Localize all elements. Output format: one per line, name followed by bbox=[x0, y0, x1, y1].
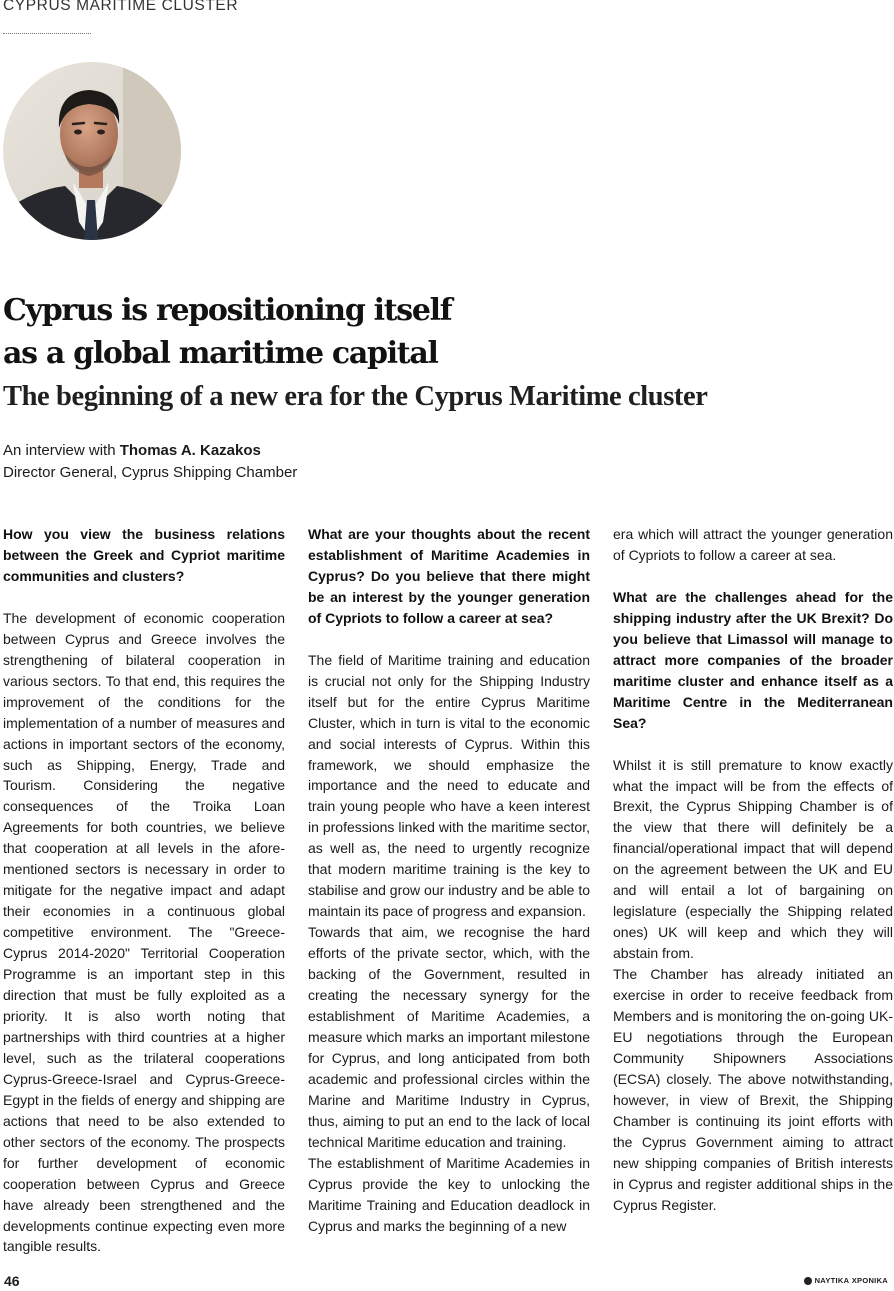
section-label: CYPRUS MARITIME CLUSTER bbox=[3, 0, 239, 14]
answer-2-paragraph-1: The field of Maritime training and education is crucial not only for the Shipping Industry itself but for the entire Cyprus Maritime Cluster, which in turn is vital to the economic and social interests of Cyprus. Within this framework, we should emphasize the importance and the need to educate and train young people who have a keen interest in professions linked with the maritime sector, as well as, the need to urgently recognize that modern maritime training is the key to stabilise and grow our industry and be able to maintain its pace of progress and expansion. bbox=[308, 651, 590, 920]
page-number: 46 bbox=[4, 1273, 20, 1289]
publication-name: ΝΑΥΤΙΚΑ ΧΡΟΝΙΚΑ bbox=[814, 1276, 888, 1285]
headline-line-2: as a global maritime capital bbox=[3, 336, 438, 371]
question-1: How you view the business relations between the Greek and Cypriot maritime communities and clusters? bbox=[3, 526, 285, 584]
answer-1: The development of economic cooperation between Cyprus and Greece involves the strengthening of bilateral cooperation in various sectors. To that end, this requires the improvement of the conditions for the implementation of a number of measures and actions in important sectors of the economy, such as Shipping, Energy, Trade and Tourism. Considering the negative consequences of the Troika Loan Agreements for both countries, we believe that cooperation at all levels in the afore-mentioned sectors is necessary in order to mitigate for the negative impact and adapt their economies in a continuous global competitive environment. The "Greece-Cyprus 2014-2020" Territorial Cooperation Programme is an important step in this direction that must be fully exploited as a priority. It is also worth noting that partnerships with third countries at a higher level, such as the trilateral cooperations Cyprus-Greece-Israel and Cyprus-Greece-Egypt in the fields of energy and shipping are actions that need to be also extended to other sectors of the economy. The prospects for further development of economic cooperation between Cyprus and Greece have already been strengthened and the developments continue expecting even more tangible results. bbox=[3, 609, 285, 1255]
interviewee-name: Thomas A. Kazakos bbox=[119, 442, 261, 459]
column-3 bbox=[613, 524, 893, 1216]
column-1 bbox=[3, 524, 285, 1257]
byline bbox=[3, 440, 297, 484]
byline-prefix: An interview with bbox=[3, 442, 120, 459]
publication-brand bbox=[804, 1276, 888, 1285]
dotted-divider bbox=[3, 33, 91, 34]
question-2: What are your thoughts about the recent establishment of Maritime Academies in Cyprus? Do you believe that there might be an interest by the younger generation of Cypriots to follow a career at sea? bbox=[308, 526, 590, 626]
answer-2-paragraph-2: Towards that aim, we recognise the hard efforts of the private sector, which, with the backing of the Government, resulted in creating the necessary synergy for the establishment of Maritime Academies, a measure which marks an important milestone for Cyprus, and long anticipated from both academic and professional circles within the Marine and Maritime Industry in Cyprus, thus, aiming to put an end to the lack of local technical Maritime education and training. bbox=[308, 924, 590, 1150]
article-headline bbox=[3, 289, 883, 375]
headline-line-1: Cyprus is repositioning itself bbox=[3, 293, 452, 328]
answer-3-paragraph-1: Whilst it is still premature to know exactly what the impact will be from the effects of Brexit, the Cyprus Shipping Chamber is of the view that there will definitely be a financial/operational impact that will depend on the agreement between the UK and EU and will entail a lot of bargaining on legislature (especially the Shipping related ones) UK will keep and which they will abstain from. bbox=[613, 756, 893, 962]
interviewee-role: Director General, Cyprus Shipping Chamber bbox=[3, 464, 298, 481]
column-2 bbox=[308, 524, 590, 1236]
answer-2-continuation: era which will attract the younger generation of Cypriots to follow a career at sea. bbox=[613, 526, 893, 563]
portrait-photo bbox=[3, 62, 181, 240]
question-3: What are the challenges ahead for the shipping industry after the UK Brexit? Do you believe that Limassol will manage to attract more companies of the broader maritime cluster and enhance itself as a Maritime Centre in the Mediterranean Sea? bbox=[613, 588, 893, 731]
answer-3-paragraph-2: The Chamber has already initiated an exercise in order to receive feedback from Members and is monitoring the on-going UK-EU negotiations through the European Community Shipowners Associations (ECSA) closely. The above notwithstanding, however, in view of Brexit, the Shipping Chamber is continuing its joint efforts with the Cyprus Government aiming to attract new shipping companies of British interests in Cyprus and register additional ships in the Cyprus Register. bbox=[613, 966, 893, 1213]
compass-icon bbox=[804, 1277, 812, 1285]
article-subtitle: The beginning of a new era for the Cyprus Maritime cluster bbox=[3, 381, 708, 412]
answer-2-paragraph-3: The establishment of Maritime Academies in Cyprus provide the key to unlocking the Maritime Training and Education deadlock in Cyprus and marks the beginning of a new bbox=[308, 1154, 590, 1234]
